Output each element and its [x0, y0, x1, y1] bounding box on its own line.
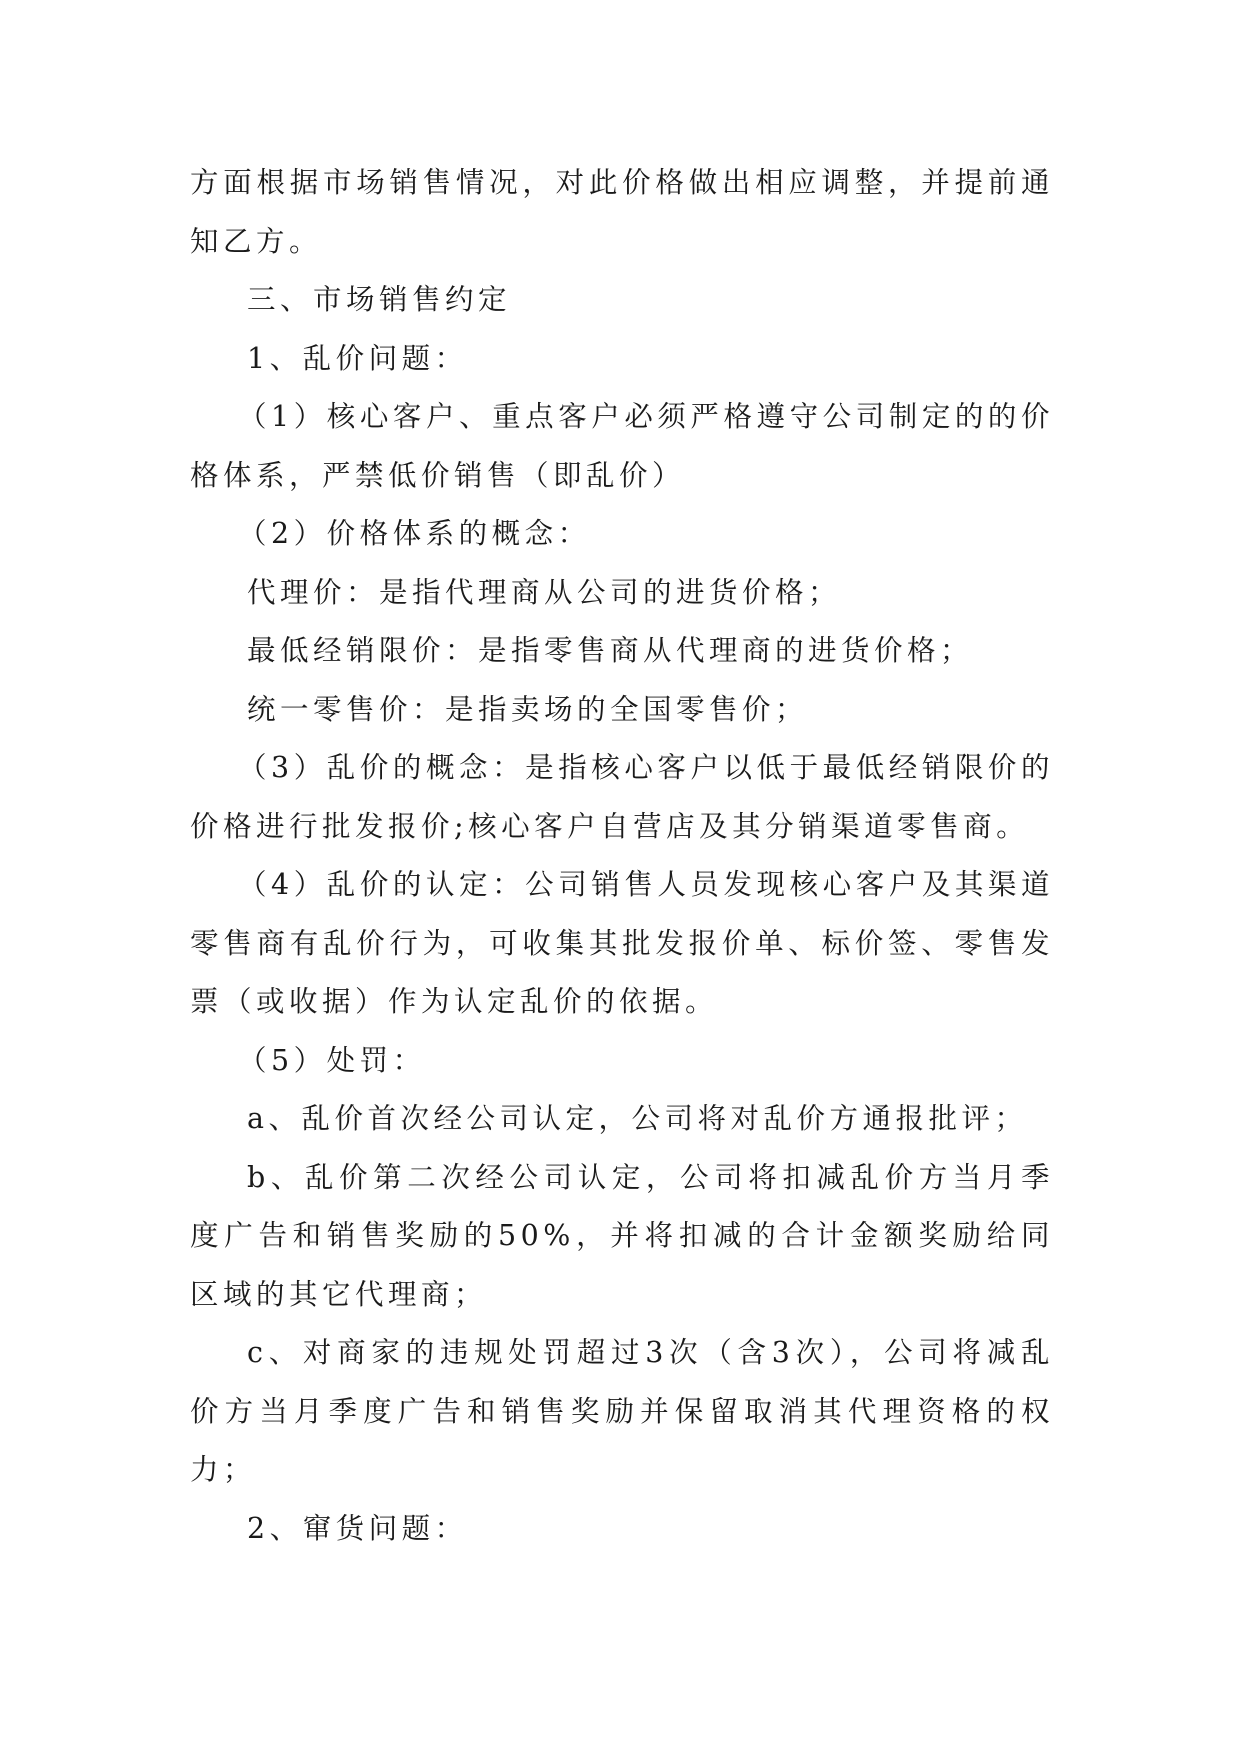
document-body — [190, 154, 1054, 1558]
paragraph-penalty-b: b、乱价第二次经公司认定，公司将扣减乱价方当月季度广告和销售奖励的50%，并将扣减的合计金额奖励给同区域的其它代理商； — [190, 1160, 1054, 1311]
paragraph-penalty-c: c、对商家的违规处罚超过3次（含3次），公司将减乱价方当月季度广告和销售奖励并保留取消其代理资格的权力； — [190, 1336, 1054, 1486]
paragraph-retail-price: 统一零售价：是指卖场的全国零售价； — [247, 692, 809, 726]
subheading-cross-selling: 2、窜货问题： — [247, 1511, 468, 1545]
paragraph-agent-price: 代理价：是指代理商从公司的进货价格； — [247, 575, 842, 609]
paragraph-min-price: 最低经销限价：是指零售商从代理商的进货价格； — [247, 634, 974, 667]
paragraph-item-1: （1）核心客户、重点客户必须严格遵守公司制定的的价格体系，严禁低价销售（即乱价） — [190, 400, 1054, 492]
paragraph-item-5: （5）处罚： — [238, 1043, 426, 1077]
paragraph-price-adjustment: 方面根据市场销售情况，对此价格做出相应调整，并提前通知乙方。 — [190, 166, 1054, 258]
paragraph-penalty-a: a、乱价首次经公司认定，公司将对乱价方通报批评； — [247, 1102, 1028, 1135]
section-heading-market-sales: 三、市场销售约定 — [247, 283, 512, 316]
paragraph-item-3: （3）乱价的概念：是指核心客户以低于最低经销限价的价格进行批发报价;核心客户自营店及其分销渠道零售商。 — [190, 751, 1054, 843]
subheading-price-disorder: 1、乱价问题： — [247, 341, 468, 375]
paragraph-item-4: （4）乱价的认定：公司销售人员发现核心客户及其渠道零售商有乱价行为，可收集其批发报价单、标价签、零售发票（或收据）作为认定乱价的依据。 — [190, 868, 1054, 1018]
paragraph-item-2: （2）价格体系的概念： — [238, 517, 591, 550]
